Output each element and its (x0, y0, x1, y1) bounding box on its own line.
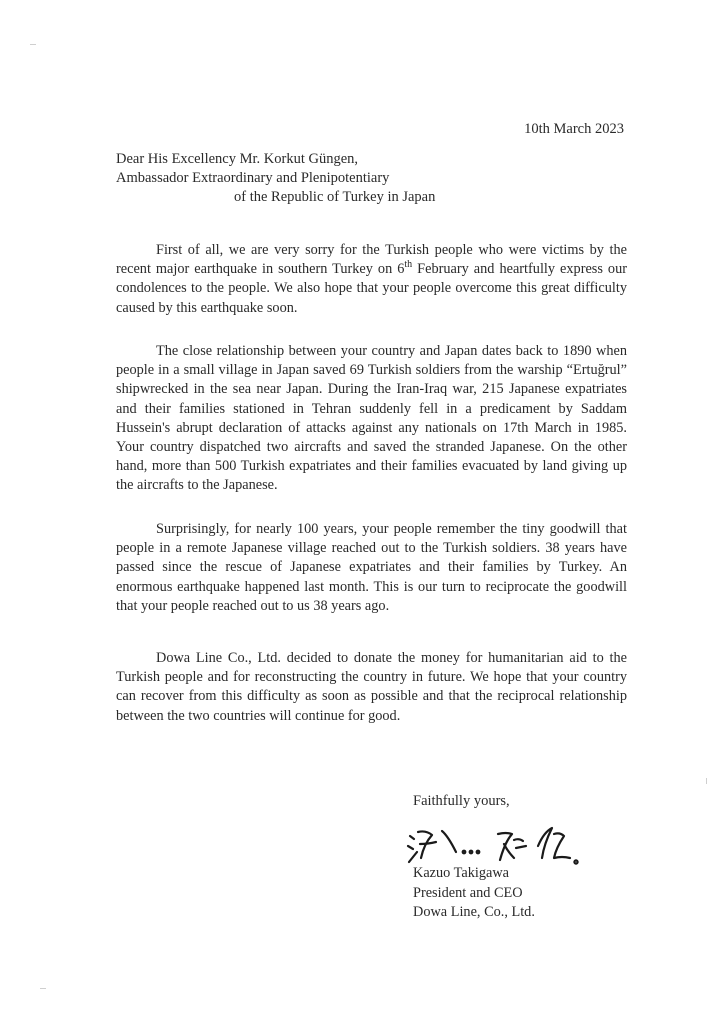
signer-name: Kazuo Takigawa (413, 865, 509, 881)
recipient-block (116, 150, 586, 207)
letter-date: 10th March 2023 (524, 121, 624, 137)
paragraph-condolences-text-b: February and heartfully express our condolences to the people. We also hope that your people overcome this great difficulty caused by this earthquake soon. (116, 261, 627, 316)
paragraph-condolences (116, 241, 627, 318)
closing-phrase: Faithfully yours, (413, 793, 510, 809)
scan-speck (30, 44, 36, 45)
date-ordinal-suffix: th (404, 259, 413, 271)
paragraph-history: The close relationship between your country and Japan dates back to 1890 when people in a small village in Japan saved 69 Turkish soldiers from the warship “Ertuğrul” shipwrecked in the sea near Japan. During the Iran-Iraq war, 215 Japanese expatriates and their families stationed in Tehran suddenly fell in a predicament by Saddam Hussein's abrupt declaration of attacks against any nationals on 17th March in 1985. Your country dispatched two aircrafts and saved the stranded Japanese. On the other hand, more than 500 Turkish expatriates and their families evacuated by land giving up the aircrafts to the Japanese. (116, 343, 627, 494)
scan-speck (40, 988, 46, 989)
signer-block (413, 864, 535, 923)
recipient-country: of the Republic of Turkey in Japan (234, 189, 436, 205)
signer-company: Dowa Line, Co., Ltd. (413, 904, 535, 920)
paragraph-goodwill: Surprisingly, for nearly 100 years, your people remember the tiny goodwill that people in a remote Japanese village reached out to the Turkish soldiers. 38 years have passed since the rescue of Japanese expatriates and their families by Turkey. An enormous earthquake happened last month. This is our turn to reciprocate the goodwill that your people reached out to us 38 years ago. (116, 521, 627, 614)
paragraph-condolences-text-a: First of all, we are very sorry for the Turkish people who were victims by the recent major earthquake in southern Turkey on 6 (116, 242, 627, 278)
scan-speck (706, 778, 707, 784)
signer-title: President and CEO (413, 884, 523, 901)
recipient-salutation: Dear His Excellency Mr. Korkut Güngen, (116, 151, 359, 167)
recipient-title: Ambassador Extraordinary and Plenipotentiary (116, 170, 390, 186)
paragraph-donation: Dowa Line Co., Ltd. decided to donate the money for humanitarian aid to the Turkish people and for reconstructing the country in future. We hope that your country can recover from this difficulty as soon as possible and that the reciprocal relationship between the two countries will continue for good. (116, 650, 627, 724)
